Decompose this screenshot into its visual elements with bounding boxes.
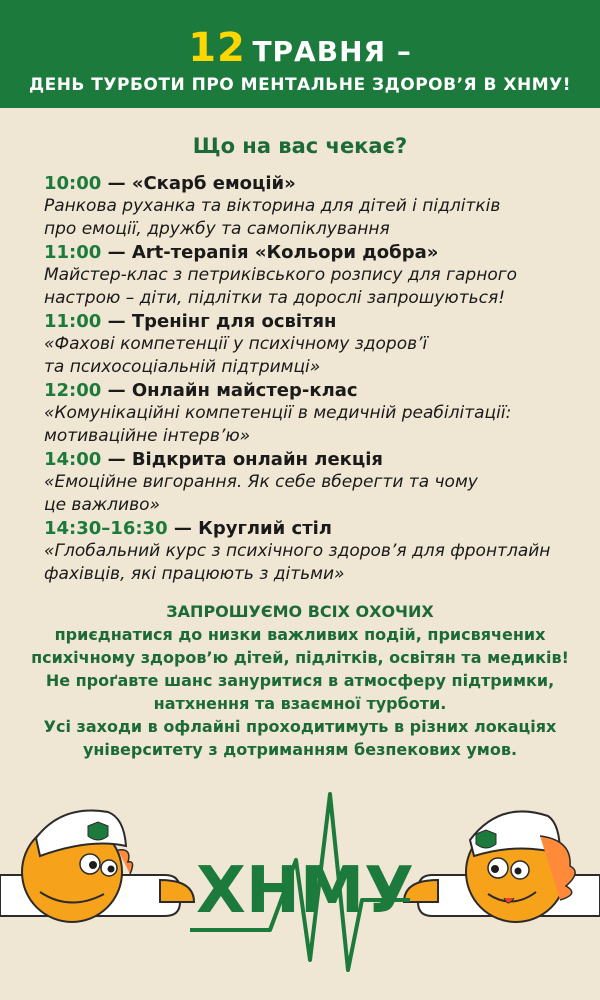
event-description-line: настрою – діти, підлітки та дорослі запрошуються! (44, 288, 506, 308)
header-day: 12 (188, 25, 246, 71)
event-description-line: «Глобальний курс з психічного здоров’я для фронтлайн (44, 541, 551, 561)
section-title: Що на вас чекає? (192, 134, 408, 158)
event-schedule (44, 172, 584, 586)
event-time: 11:00 (44, 311, 102, 332)
event-heading (44, 448, 584, 471)
right-pupil (491, 865, 499, 873)
event-heading (44, 310, 584, 333)
event-item (44, 379, 584, 448)
event-heading (44, 379, 584, 402)
event-description-line: мотиваційне інтерв’ю» (44, 426, 251, 446)
event-heading (44, 517, 584, 540)
event-description-line: про емоції, дружбу та самопіклування (44, 219, 390, 239)
invitation-line: Не проґавте шанс зануритися в атмосферу підтримки, (45, 671, 555, 690)
event-item (44, 241, 584, 310)
event-description-line: фахівців, які працюють з дітьми» (44, 564, 345, 584)
event-heading (44, 172, 584, 195)
invitation-heading: ЗАПРОШУЄМО ВСІХ ОХОЧИХ (166, 602, 434, 621)
event-title: — Тренінг для освітян (101, 311, 337, 332)
event-time: 14:00 (44, 449, 102, 470)
event-description-line: Майстер-клас з петриківського розпису для гарного (44, 265, 518, 285)
event-title: — Art-терапія «Кольори добра» (101, 242, 439, 263)
footer-art (0, 790, 600, 1000)
event-item (44, 517, 584, 586)
right-mascot (404, 811, 600, 922)
event-item (44, 448, 584, 517)
event-time: 10:00 (44, 173, 102, 194)
header-date (0, 25, 600, 76)
event-description-line: Ранкова руханка та вікторина для дітей і підлітків (44, 196, 501, 216)
event-item (44, 310, 584, 379)
left-hand (160, 880, 194, 902)
event-description-line: та психосоціальній підтримці» (44, 357, 321, 377)
left-cap-badge (88, 822, 108, 840)
event-time: 12:00 (44, 380, 102, 401)
event-description-line: «Фахові компетенції у психічному здоров’ї (44, 334, 428, 354)
event-description-line: «Емоційне вигорання. Як себе вберегти та чому (44, 472, 478, 492)
logo-text: ХНМУ (196, 854, 414, 928)
event-title: — Відкрита онлайн лекція (101, 449, 383, 470)
event-title: — Круглий стіл (167, 518, 332, 539)
event-item (44, 172, 584, 241)
left-pupil (108, 866, 115, 873)
invitation-text (0, 600, 600, 761)
header-subtitle: ДЕНЬ ТУРБОТИ ПРО МЕНТАЛЬНЕ ЗДОРОВ’Я В ХНМУ! (28, 75, 572, 95)
event-time: 14:30–16:30 (44, 518, 168, 539)
invitation-line: Усі заходи в офлайні проходитимуть в різних локаціях (43, 717, 557, 736)
event-time: 11:00 (44, 242, 102, 263)
event-title: — «Скарб емоцій» (101, 173, 296, 194)
event-description-line: це важливо» (44, 495, 161, 515)
invitation-line: психічному здоров’ю дітей, підлітків, освітян та медиків! (31, 648, 569, 667)
right-cap-badge (476, 830, 496, 848)
header-banner (0, 0, 600, 108)
left-mascot (0, 810, 194, 922)
left-pupil (89, 861, 97, 869)
header-month: ТРАВНЯ – (252, 35, 412, 68)
footer-illustration (0, 790, 600, 1000)
event-title: — Онлайн майстер-клас (101, 380, 358, 401)
invitation-line: натхнення та взаємної турботи. (153, 694, 447, 713)
event-description-line: «Комунікаційні компетенції в медичній реабілітації: (44, 403, 512, 423)
invitation-line: приєднатися до низки важливих подій, присвячених (54, 625, 546, 644)
university-logo (190, 794, 414, 970)
right-pupil (515, 868, 522, 875)
invitation-line: університету з дотриманням безпекових умов. (82, 740, 518, 759)
event-heading (44, 241, 584, 264)
